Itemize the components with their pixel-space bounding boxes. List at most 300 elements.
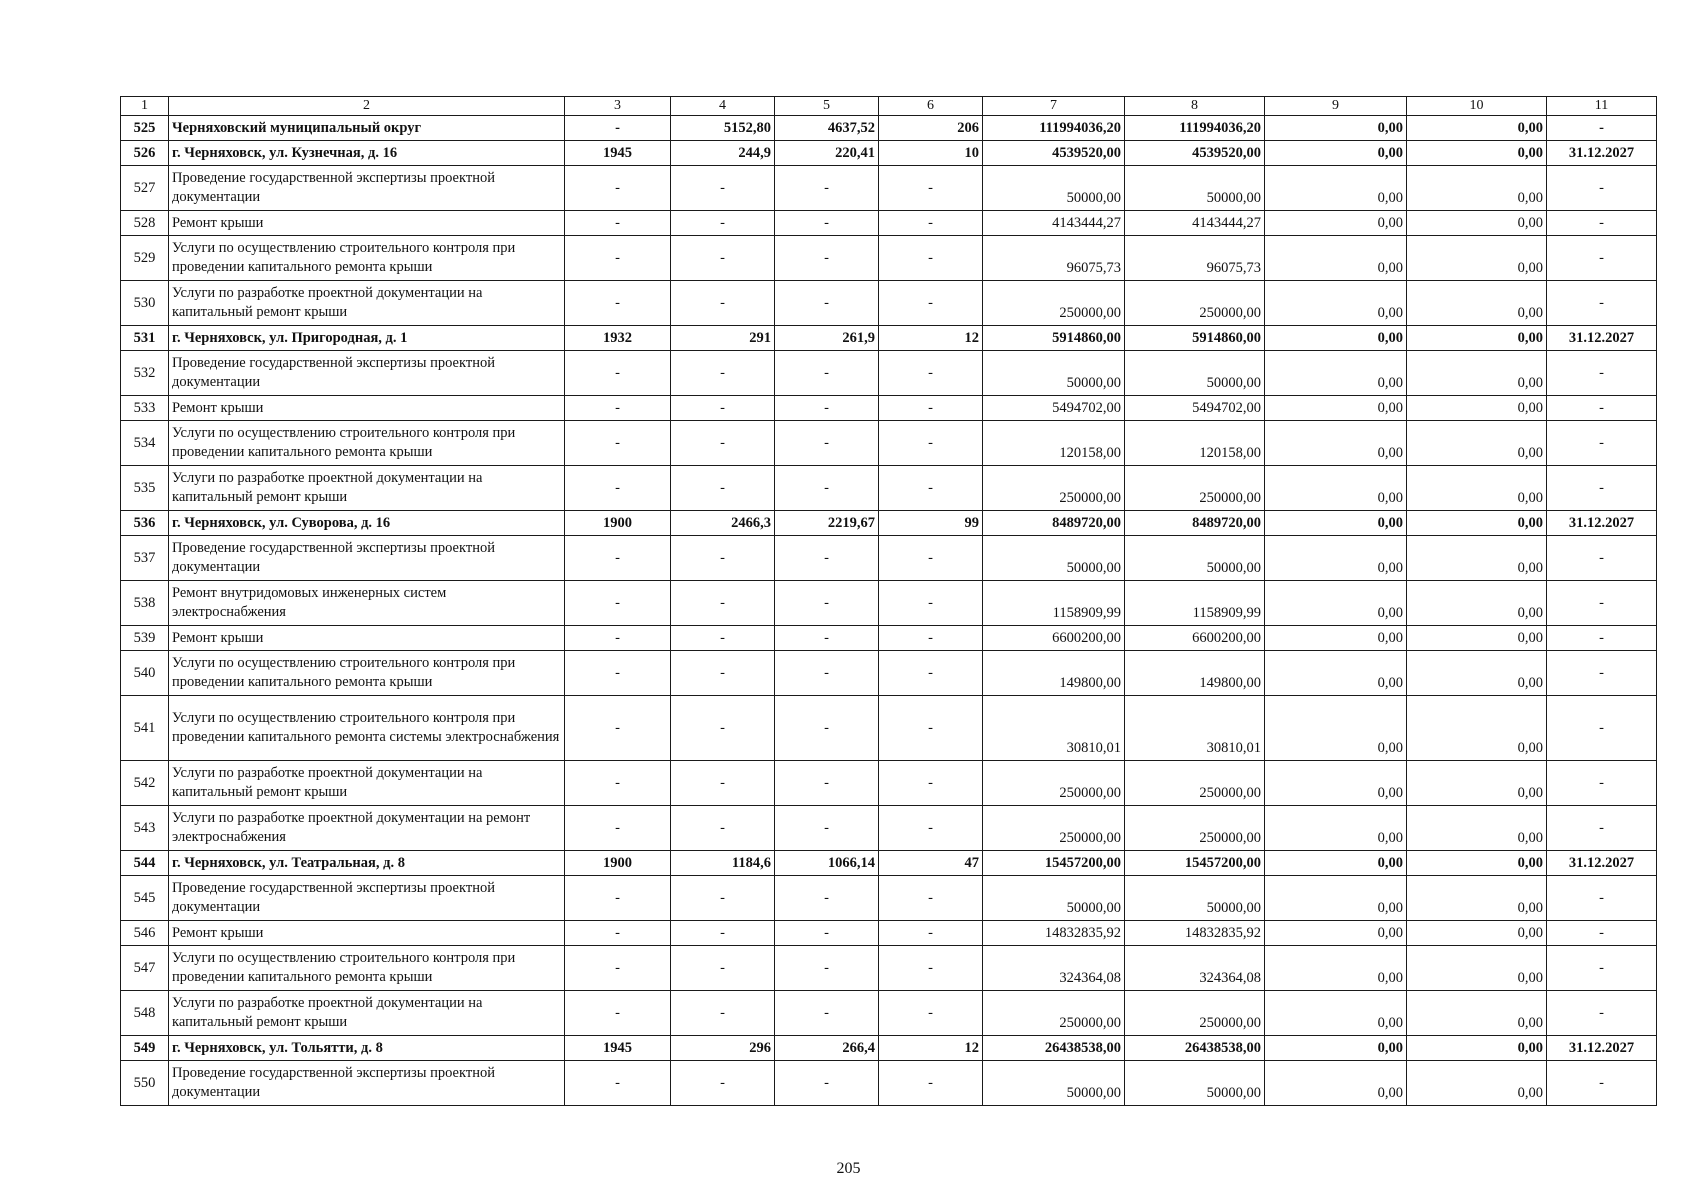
cell-cost-budget-local: 0,00 (1407, 511, 1547, 536)
cell-year: 1900 (565, 511, 671, 536)
cell-year: - (565, 806, 671, 851)
cell-area-total: - (671, 651, 775, 696)
cell-year: - (565, 116, 671, 141)
column-header-9: 9 (1265, 97, 1407, 116)
column-number-header (121, 97, 1657, 116)
cell-cost-fund: 30810,01 (1125, 696, 1265, 761)
cell-row-number: 531 (121, 326, 169, 351)
cell-area-total: - (671, 761, 775, 806)
cell-cost-budget-local: 0,00 (1407, 651, 1547, 696)
cell-year: - (565, 236, 671, 281)
table-row (121, 396, 1657, 421)
cell-residents: - (879, 236, 983, 281)
cell-cost-fund: 6600200,00 (1125, 626, 1265, 651)
cell-year: - (565, 581, 671, 626)
cell-cost-budget-regional: 0,00 (1265, 696, 1407, 761)
cell-year: 1932 (565, 326, 671, 351)
column-header-4: 4 (671, 97, 775, 116)
table-row-address (121, 141, 1657, 166)
table-row (121, 421, 1657, 466)
cell-area-living: - (775, 166, 879, 211)
table-row-address (121, 326, 1657, 351)
cell-area-living: - (775, 536, 879, 581)
column-header-8: 8 (1125, 97, 1265, 116)
cell-year: 1945 (565, 141, 671, 166)
cell-area-living: - (775, 696, 879, 761)
cell-cost-budget-regional: 0,00 (1265, 876, 1407, 921)
cell-year: - (565, 536, 671, 581)
table-row-address (121, 1036, 1657, 1061)
cell-cost-total: 120158,00 (983, 421, 1125, 466)
cell-row-number: 543 (121, 806, 169, 851)
cell-residents: 10 (879, 141, 983, 166)
cell-cost-total: 1158909,99 (983, 581, 1125, 626)
cell-area-total: - (671, 581, 775, 626)
cell-cost-budget-local: 0,00 (1407, 876, 1547, 921)
cell-description: Услуги по осуществлению строительного контроля при проведении капитального ремонта крыши (169, 236, 565, 281)
cell-deadline: 31.12.2027 (1547, 1036, 1657, 1061)
cell-year: - (565, 651, 671, 696)
cell-year: - (565, 351, 671, 396)
table-row (121, 536, 1657, 581)
cell-row-number: 536 (121, 511, 169, 536)
cell-area-total: - (671, 806, 775, 851)
cell-description: Проведение государственной экспертизы проектной документации (169, 351, 565, 396)
cell-area-living: - (775, 281, 879, 326)
cell-residents: - (879, 806, 983, 851)
cell-deadline: 31.12.2027 (1547, 851, 1657, 876)
cell-row-number: 547 (121, 946, 169, 991)
table-row (121, 761, 1657, 806)
cell-cost-total: 5914860,00 (983, 326, 1125, 351)
cell-area-total: - (671, 696, 775, 761)
cell-area-total: - (671, 876, 775, 921)
cell-area-living: - (775, 626, 879, 651)
cell-residents: - (879, 761, 983, 806)
table-row (121, 236, 1657, 281)
cell-year: - (565, 396, 671, 421)
cell-cost-budget-regional: 0,00 (1265, 396, 1407, 421)
cell-residents: - (879, 921, 983, 946)
table-row (121, 991, 1657, 1036)
cell-residents: - (879, 536, 983, 581)
cell-cost-budget-local: 0,00 (1407, 921, 1547, 946)
table-row (121, 921, 1657, 946)
cell-row-number: 526 (121, 141, 169, 166)
cell-cost-budget-regional: 0,00 (1265, 806, 1407, 851)
cell-description: Услуги по осуществлению строительного контроля при проведении капитального ремонта крыши (169, 651, 565, 696)
cell-residents: - (879, 281, 983, 326)
cell-year: - (565, 946, 671, 991)
cell-cost-fund: 149800,00 (1125, 651, 1265, 696)
cell-row-number: 537 (121, 536, 169, 581)
cell-residents: - (879, 351, 983, 396)
cell-area-total: - (671, 166, 775, 211)
table-row (121, 211, 1657, 236)
cell-residents: - (879, 396, 983, 421)
cell-area-living: 261,9 (775, 326, 879, 351)
cell-row-number: 548 (121, 991, 169, 1036)
table-row (121, 351, 1657, 396)
cell-cost-budget-local: 0,00 (1407, 946, 1547, 991)
cell-cost-budget-regional: 0,00 (1265, 991, 1407, 1036)
cell-area-total: - (671, 991, 775, 1036)
cell-area-total: - (671, 466, 775, 511)
cell-cost-total: 30810,01 (983, 696, 1125, 761)
cell-residents: 12 (879, 326, 983, 351)
cell-cost-total: 96075,73 (983, 236, 1125, 281)
cell-row-number: 534 (121, 421, 169, 466)
cell-area-total: 296 (671, 1036, 775, 1061)
cell-area-total: - (671, 536, 775, 581)
cell-deadline: - (1547, 761, 1657, 806)
cell-cost-budget-regional: 0,00 (1265, 921, 1407, 946)
cell-cost-total: 50000,00 (983, 876, 1125, 921)
cell-cost-budget-regional: 0,00 (1265, 466, 1407, 511)
cell-cost-fund: 50000,00 (1125, 1061, 1265, 1106)
cell-year: - (565, 991, 671, 1036)
cell-year: 1945 (565, 1036, 671, 1061)
cell-deadline: 31.12.2027 (1547, 141, 1657, 166)
cell-deadline: - (1547, 421, 1657, 466)
cell-description: Проведение государственной экспертизы проектной документации (169, 536, 565, 581)
cell-cost-fund: 4539520,00 (1125, 141, 1265, 166)
column-header-1: 1 (121, 97, 169, 116)
cell-description: Услуги по разработке проектной документации на капитальный ремонт крыши (169, 991, 565, 1036)
cell-cost-total: 111994036,20 (983, 116, 1125, 141)
cell-cost-budget-local: 0,00 (1407, 536, 1547, 581)
cell-cost-fund: 5494702,00 (1125, 396, 1265, 421)
column-header-7: 7 (983, 97, 1125, 116)
cell-deadline: 31.12.2027 (1547, 326, 1657, 351)
table-row (121, 626, 1657, 651)
cell-deadline: - (1547, 466, 1657, 511)
cell-cost-budget-regional: 0,00 (1265, 351, 1407, 396)
cell-cost-fund: 5914860,00 (1125, 326, 1265, 351)
cell-year: - (565, 626, 671, 651)
cell-cost-fund: 120158,00 (1125, 421, 1265, 466)
cell-cost-budget-local: 0,00 (1407, 236, 1547, 281)
cell-description: Услуги по осуществлению строительного контроля при проведении капитального ремонта крыши (169, 946, 565, 991)
cell-residents: 99 (879, 511, 983, 536)
cell-deadline: - (1547, 396, 1657, 421)
cell-cost-total: 250000,00 (983, 281, 1125, 326)
column-header-2: 2 (169, 97, 565, 116)
cell-cost-total: 50000,00 (983, 1061, 1125, 1106)
cell-area-living: - (775, 396, 879, 421)
cell-area-total: 1184,6 (671, 851, 775, 876)
cell-cost-fund: 250000,00 (1125, 466, 1265, 511)
cell-residents: - (879, 1061, 983, 1106)
cell-residents: - (879, 211, 983, 236)
cell-cost-total: 50000,00 (983, 166, 1125, 211)
cell-cost-budget-regional: 0,00 (1265, 116, 1407, 141)
cell-description: Проведение государственной экспертизы проектной документации (169, 1061, 565, 1106)
column-header-6: 6 (879, 97, 983, 116)
cell-cost-total: 5494702,00 (983, 396, 1125, 421)
table-row (121, 946, 1657, 991)
cell-cost-fund: 14832835,92 (1125, 921, 1265, 946)
cell-cost-total: 250000,00 (983, 466, 1125, 511)
table-row-address (121, 116, 1657, 141)
cell-area-living: - (775, 581, 879, 626)
cell-area-total: 291 (671, 326, 775, 351)
cell-cost-budget-regional: 0,00 (1265, 1036, 1407, 1061)
column-header-10: 10 (1407, 97, 1547, 116)
cell-cost-total: 4143444,27 (983, 211, 1125, 236)
cell-cost-total: 26438538,00 (983, 1036, 1125, 1061)
cell-description: Ремонт крыши (169, 396, 565, 421)
cell-cost-total: 50000,00 (983, 351, 1125, 396)
cell-deadline: - (1547, 236, 1657, 281)
cell-year: - (565, 211, 671, 236)
cell-area-living: 1066,14 (775, 851, 879, 876)
cell-year: - (565, 421, 671, 466)
cell-cost-budget-local: 0,00 (1407, 851, 1547, 876)
cell-cost-budget-local: 0,00 (1407, 281, 1547, 326)
cell-row-number: 544 (121, 851, 169, 876)
cell-year: - (565, 1061, 671, 1106)
cell-cost-fund: 250000,00 (1125, 806, 1265, 851)
cell-cost-fund: 8489720,00 (1125, 511, 1265, 536)
cell-area-living: - (775, 466, 879, 511)
cell-cost-fund: 26438538,00 (1125, 1036, 1265, 1061)
column-header-3: 3 (565, 97, 671, 116)
cell-area-total: - (671, 1061, 775, 1106)
cell-cost-budget-local: 0,00 (1407, 991, 1547, 1036)
cell-area-total: - (671, 351, 775, 396)
cell-description: Ремонт крыши (169, 921, 565, 946)
cell-description: Услуги по разработке проектной документации на капитальный ремонт крыши (169, 466, 565, 511)
cell-cost-budget-local: 0,00 (1407, 116, 1547, 141)
cell-cost-total: 250000,00 (983, 991, 1125, 1036)
cell-year: 1900 (565, 851, 671, 876)
cell-deadline: 31.12.2027 (1547, 511, 1657, 536)
cell-cost-total: 324364,08 (983, 946, 1125, 991)
cell-area-living: - (775, 876, 879, 921)
cell-area-total: - (671, 421, 775, 466)
table-row-address (121, 851, 1657, 876)
cell-area-living: 2219,67 (775, 511, 879, 536)
cell-year: - (565, 466, 671, 511)
cell-row-number: 545 (121, 876, 169, 921)
page-number: 205 (836, 1160, 861, 1177)
cell-area-total: - (671, 946, 775, 991)
cell-description: г. Черняховск, ул. Суворова, д. 16 (169, 511, 565, 536)
cell-cost-budget-regional: 0,00 (1265, 851, 1407, 876)
cell-cost-budget-regional: 0,00 (1265, 421, 1407, 466)
cell-row-number: 540 (121, 651, 169, 696)
cell-residents: - (879, 991, 983, 1036)
cell-cost-total: 6600200,00 (983, 626, 1125, 651)
cell-deadline: - (1547, 581, 1657, 626)
table-row (121, 876, 1657, 921)
cell-description: Проведение государственной экспертизы проектной документации (169, 166, 565, 211)
cell-residents: - (879, 946, 983, 991)
cell-year: - (565, 876, 671, 921)
cell-area-total: - (671, 626, 775, 651)
cell-area-total: - (671, 396, 775, 421)
table-row (121, 281, 1657, 326)
cell-deadline: - (1547, 946, 1657, 991)
cell-row-number: 538 (121, 581, 169, 626)
table-row (121, 806, 1657, 851)
cell-residents: 12 (879, 1036, 983, 1061)
cell-area-total: - (671, 211, 775, 236)
cell-cost-budget-regional: 0,00 (1265, 651, 1407, 696)
cell-cost-budget-local: 0,00 (1407, 1036, 1547, 1061)
cell-cost-budget-local: 0,00 (1407, 626, 1547, 651)
cell-residents: 47 (879, 851, 983, 876)
cell-cost-budget-local: 0,00 (1407, 141, 1547, 166)
cell-cost-budget-regional: 0,00 (1265, 211, 1407, 236)
cell-area-total: 2466,3 (671, 511, 775, 536)
cell-row-number: 528 (121, 211, 169, 236)
cell-row-number: 546 (121, 921, 169, 946)
cell-cost-budget-local: 0,00 (1407, 806, 1547, 851)
cell-area-living: - (775, 351, 879, 396)
table-row (121, 466, 1657, 511)
cell-deadline: - (1547, 991, 1657, 1036)
table-body (121, 97, 1657, 1106)
cell-row-number: 539 (121, 626, 169, 651)
cell-residents: - (879, 696, 983, 761)
table-row (121, 696, 1657, 761)
cell-row-number: 525 (121, 116, 169, 141)
cell-cost-fund: 324364,08 (1125, 946, 1265, 991)
cell-description: Услуги по разработке проектной документации на капитальный ремонт крыши (169, 281, 565, 326)
cell-row-number: 529 (121, 236, 169, 281)
cell-cost-fund: 1158909,99 (1125, 581, 1265, 626)
cell-cost-budget-local: 0,00 (1407, 1061, 1547, 1106)
cell-cost-budget-local: 0,00 (1407, 396, 1547, 421)
cell-area-total: - (671, 236, 775, 281)
cell-description: г. Черняховск, ул. Кузнечная, д. 16 (169, 141, 565, 166)
cell-residents: - (879, 876, 983, 921)
table-row (121, 166, 1657, 211)
cell-cost-budget-local: 0,00 (1407, 211, 1547, 236)
document-sheet (120, 96, 1656, 1106)
cell-residents: - (879, 466, 983, 511)
cell-cost-budget-local: 0,00 (1407, 421, 1547, 466)
cell-cost-fund: 50000,00 (1125, 536, 1265, 581)
cell-year: - (565, 281, 671, 326)
cell-description: Услуги по осуществлению строительного контроля при проведении капитального ремонта системы электроснабжения (169, 696, 565, 761)
cell-cost-budget-local: 0,00 (1407, 166, 1547, 211)
cell-cost-fund: 4143444,27 (1125, 211, 1265, 236)
cell-row-number: 530 (121, 281, 169, 326)
cell-row-number: 535 (121, 466, 169, 511)
cell-residents: 206 (879, 116, 983, 141)
cell-description: г. Черняховск, ул. Тольятти, д. 8 (169, 1036, 565, 1061)
cell-description: г. Черняховск, ул. Театральная, д. 8 (169, 851, 565, 876)
cell-cost-total: 250000,00 (983, 761, 1125, 806)
cell-area-living: - (775, 946, 879, 991)
table-row-address (121, 511, 1657, 536)
cell-row-number: 542 (121, 761, 169, 806)
cell-cost-budget-regional: 0,00 (1265, 761, 1407, 806)
cell-cost-budget-regional: 0,00 (1265, 141, 1407, 166)
cell-cost-fund: 250000,00 (1125, 281, 1265, 326)
cell-cost-fund: 15457200,00 (1125, 851, 1265, 876)
cell-cost-fund: 50000,00 (1125, 876, 1265, 921)
cell-deadline: - (1547, 536, 1657, 581)
cell-residents: - (879, 626, 983, 651)
cell-cost-budget-regional: 0,00 (1265, 1061, 1407, 1106)
cell-cost-fund: 50000,00 (1125, 351, 1265, 396)
cell-area-living: - (775, 991, 879, 1036)
cell-cost-budget-regional: 0,00 (1265, 511, 1407, 536)
column-header-5: 5 (775, 97, 879, 116)
cell-residents: - (879, 651, 983, 696)
cell-cost-fund: 250000,00 (1125, 761, 1265, 806)
cell-area-living: 4637,52 (775, 116, 879, 141)
cell-row-number: 550 (121, 1061, 169, 1106)
cell-year: - (565, 166, 671, 211)
cell-residents: - (879, 421, 983, 466)
cell-cost-total: 4539520,00 (983, 141, 1125, 166)
cell-cost-budget-local: 0,00 (1407, 581, 1547, 626)
cell-area-living: - (775, 1061, 879, 1106)
cell-cost-budget-local: 0,00 (1407, 696, 1547, 761)
cell-area-living: - (775, 921, 879, 946)
cell-cost-fund: 111994036,20 (1125, 116, 1265, 141)
table-row (121, 1061, 1657, 1106)
cell-description: Услуги по разработке проектной документации на ремонт электроснабжения (169, 806, 565, 851)
cell-description: Услуги по осуществлению строительного контроля при проведении капитального ремонта крыши (169, 421, 565, 466)
cell-row-number: 532 (121, 351, 169, 396)
cell-description: г. Черняховск, ул. Пригородная, д. 1 (169, 326, 565, 351)
cell-deadline: - (1547, 806, 1657, 851)
cell-cost-budget-local: 0,00 (1407, 761, 1547, 806)
cell-area-living: - (775, 651, 879, 696)
cell-deadline: - (1547, 166, 1657, 211)
cell-cost-budget-regional: 0,00 (1265, 281, 1407, 326)
cell-year: - (565, 761, 671, 806)
cell-cost-budget-regional: 0,00 (1265, 166, 1407, 211)
cell-deadline: - (1547, 116, 1657, 141)
cell-description: Ремонт крыши (169, 211, 565, 236)
cell-residents: - (879, 166, 983, 211)
cell-deadline: - (1547, 211, 1657, 236)
cell-description: Ремонт внутридомовых инженерных систем электроснабжения (169, 581, 565, 626)
cell-cost-budget-regional: 0,00 (1265, 536, 1407, 581)
cell-deadline: - (1547, 921, 1657, 946)
cell-cost-total: 50000,00 (983, 536, 1125, 581)
table-row (121, 581, 1657, 626)
cell-cost-budget-regional: 0,00 (1265, 326, 1407, 351)
cell-description: Ремонт крыши (169, 626, 565, 651)
cell-year: - (565, 696, 671, 761)
cell-cost-budget-local: 0,00 (1407, 466, 1547, 511)
cell-cost-budget-regional: 0,00 (1265, 946, 1407, 991)
cell-cost-budget-regional: 0,00 (1265, 236, 1407, 281)
cell-cost-budget-regional: 0,00 (1265, 581, 1407, 626)
cell-row-number: 549 (121, 1036, 169, 1061)
cell-deadline: - (1547, 351, 1657, 396)
cell-cost-fund: 250000,00 (1125, 991, 1265, 1036)
cell-description: Черняховский муниципальный округ (169, 116, 565, 141)
cell-cost-budget-local: 0,00 (1407, 351, 1547, 396)
cell-area-total: - (671, 281, 775, 326)
cell-cost-total: 250000,00 (983, 806, 1125, 851)
cell-area-total: - (671, 921, 775, 946)
cell-deadline: - (1547, 281, 1657, 326)
cell-deadline: - (1547, 626, 1657, 651)
cell-residents: - (879, 581, 983, 626)
cell-deadline: - (1547, 876, 1657, 921)
cell-cost-total: 8489720,00 (983, 511, 1125, 536)
